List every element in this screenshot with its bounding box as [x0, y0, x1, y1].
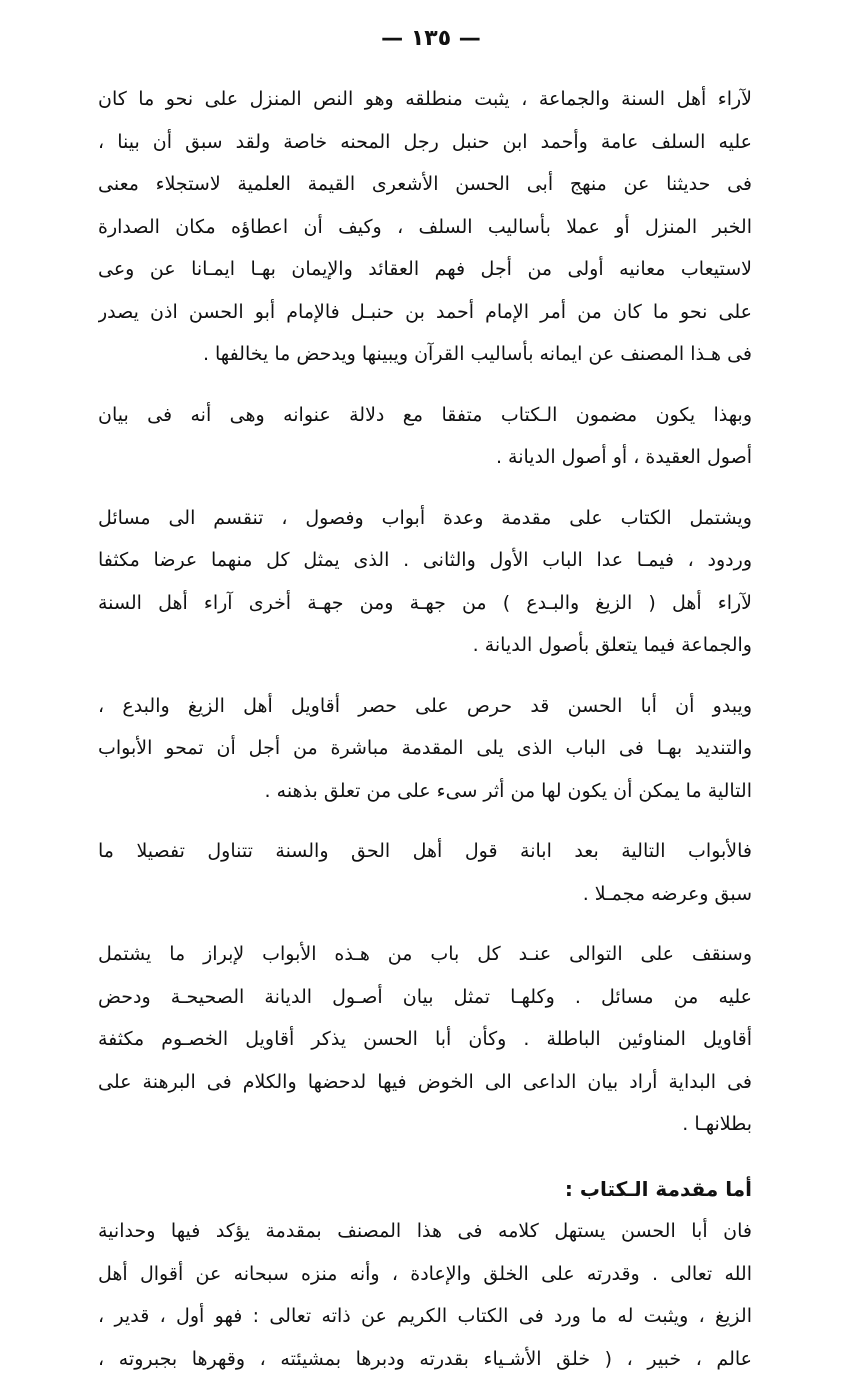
- text-line: فى البداية أراد بيان الداعى الى الخوض فيها لدحضها والكلام فى البرهنة على: [98, 1061, 752, 1104]
- text-line: الخبر المنزل أو عملا بأساليب السلف ، وكيف أن اعطاؤه مكان الصدارة: [98, 206, 752, 249]
- text-line: لآراء أهل السنة والجماعة ، يثبت منطلقه وهو النص المنزل على نحو ما كان: [98, 78, 752, 121]
- page-number: — ١٣٥ —: [0, 26, 862, 51]
- text-line: الله تعالى . وقدرته على الخلق والإعادة ، وأنه منزه سبحانه عن أقوال أهل: [98, 1253, 752, 1296]
- text-line: فالأبواب التالية بعد ابانة قول أهل الحق والسنة تتناول تفصيلا ما: [98, 830, 752, 873]
- section-heading: أما مقدمة الـكتاب :: [98, 1168, 752, 1211]
- body-text: [98, 78, 752, 1380]
- text-line: فان أبا الحسن يستهل كلامه فى هذا المصنف بمقدمة يؤكد فيها وحدانية: [98, 1210, 752, 1253]
- text-line: والتنديد بهـا فى الباب الذى يلى المقدمة مباشرة من أجل أن تمحو الأبواب: [98, 727, 752, 770]
- text-line: سبق وعرضه مجمـلا .: [98, 873, 752, 916]
- text-line: والجماعة فيما يتعلق بأصول الديانة .: [98, 624, 752, 667]
- text-line: لاستيعاب معانيه أولى من أجل فهم العقائد والإيمان بهـا ايمـانا عن وعى: [98, 248, 752, 291]
- paragraph-4: [98, 685, 752, 813]
- text-line: عالم ، خبير ، ( خلق الأشـياء بقدرته ودبرها بمشيئته ، وقهرها بجبروته ،: [98, 1338, 752, 1380]
- text-line: فى حديثنا عن منهج أبى الحسن الأشعرى القيمة العلمية لاستجلاء معنى: [98, 163, 752, 206]
- paragraph-1: [98, 78, 752, 376]
- text-line: بطلانهـا .: [98, 1103, 752, 1146]
- text-line: أقاويل المناوئين الباطلة . وكأن أبا الحسن يذكر أقاويل الخصـوم مكثفة: [98, 1018, 752, 1061]
- text-line: ويبدو أن أبا الحسن قد حرص على حصر أقاويل أهل الزيغ والبدع ،: [98, 685, 752, 728]
- paragraph-6: [98, 933, 752, 1146]
- text-line: وردود ، فيمـا عدا الباب الأول والثانى . الذى يمثل كل منهما عرضا مكثفا: [98, 539, 752, 582]
- text-line: الزيغ ، ويثبت له ما ورد فى الكتاب الكريم عن ذاته تعالى : فهو أول ، قدير ،: [98, 1295, 752, 1338]
- text-line: التالية ما يمكن أن يكون لها من أثر سىء على من تعلق بذهنه .: [98, 770, 752, 813]
- text-line: فى هـذا المصنف عن ايمانه بأساليب القرآن ويبينها ويدحض ما يخالفها .: [98, 333, 752, 376]
- text-line: لآراء أهل ( الزيغ والبـدع ) من جهـة ومن جهـة أخرى آراء أهل السنة: [98, 582, 752, 625]
- text-line: أصول العقيدة ، أو أصول الديانة .: [98, 436, 752, 479]
- text-line: وبهذا يكون مضمون الـكتاب متفقا مع دلالة عنوانه وهى أنه فى بيان: [98, 394, 752, 437]
- paragraph-3: [98, 497, 752, 667]
- text-line: عليه السلف عامة وأحمد ابن حنبل رجل المحنه خاصة ولقد سبق أن بينا ،: [98, 121, 752, 164]
- paragraph-5: [98, 830, 752, 915]
- text-line: عليه من مسائل . وكلهـا تمثل بيان أصـول الديانة الصحيحـة ودحض: [98, 976, 752, 1019]
- text-line: ويشتمل الكتاب على مقدمة وعدة أبواب وفصول ، تنقسم الى مسائل: [98, 497, 752, 540]
- paragraph-7: [98, 1210, 752, 1380]
- paragraph-2: [98, 394, 752, 479]
- text-line: وسنقف على التوالى عنـد كل باب من هـذه الأبواب لإبراز ما يشتمل: [98, 933, 752, 976]
- text-line: على نحو ما كان من أمر الإمام أحمد بن حنبـل فالإمام أبو الحسن اذن يصدر: [98, 291, 752, 334]
